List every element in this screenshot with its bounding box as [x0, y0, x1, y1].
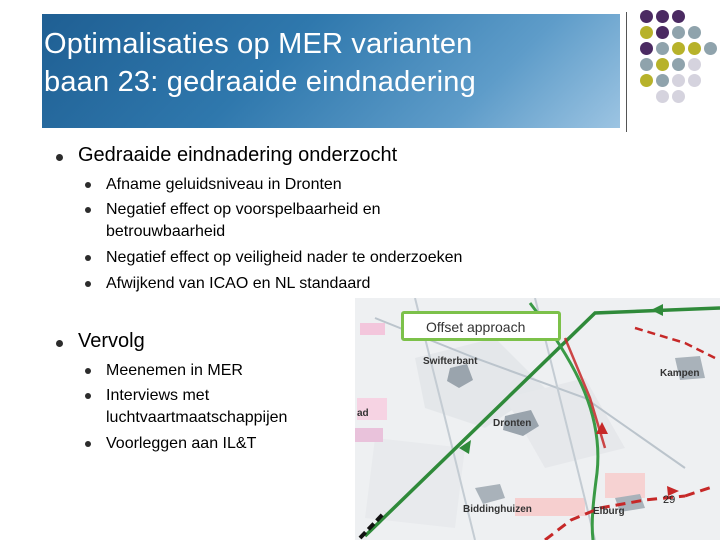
deco-dot — [640, 10, 653, 23]
place-label-kampen: Kampen — [660, 368, 700, 379]
deco-dot — [656, 42, 669, 55]
bullet-item-continuation: betrouwbaarheid — [106, 223, 226, 240]
section-heading-2: Vervolg — [78, 330, 145, 352]
bullet-item: Afname geluidsniveau in Dronten — [106, 176, 342, 193]
deco-dot — [688, 74, 701, 87]
deco-dot — [688, 42, 701, 55]
bullet-marker — [56, 340, 63, 347]
deco-dot — [672, 26, 685, 39]
title-line-2: baan 23: gedraaide eindnadering — [44, 66, 476, 98]
deco-dot — [640, 42, 653, 55]
deco-dot — [640, 58, 653, 71]
place-label-biddinghuizen: Biddinghuizen — [463, 504, 532, 515]
deco-dot — [656, 10, 669, 23]
bullet-item-continuation: luchtvaartmaatschappijen — [106, 409, 288, 426]
place-label-swifterbant: Swifterbant — [423, 356, 478, 367]
deco-dot — [656, 58, 669, 71]
bullet-item: Voorleggen aan IL&T — [106, 435, 257, 452]
offset-approach-callout — [401, 311, 561, 341]
divider-line — [626, 12, 627, 132]
bullet-item: Meenemen in MER — [106, 362, 243, 379]
bullet-item: Negatief effect op veiligheid nader te onderzoeken — [106, 249, 463, 266]
bullet-marker — [85, 368, 91, 374]
deco-dot — [656, 90, 669, 103]
bullet-marker — [85, 281, 91, 287]
deco-dot — [704, 42, 717, 55]
deco-dot — [672, 10, 685, 23]
deco-dot — [640, 74, 653, 87]
bullet-item: Afwijkend van ICAO en NL standaard — [106, 275, 371, 292]
bullet-marker — [56, 154, 63, 161]
bullet-marker — [85, 393, 91, 399]
bullet-item: Negatief effect op voorspelbaarheid en — [106, 201, 381, 218]
decorative-dot-grid — [640, 10, 720, 140]
bullet-marker — [85, 441, 91, 447]
section-heading-1: Gedraaide eindnadering onderzocht — [78, 144, 398, 166]
place-label-elburg: Elburg — [593, 506, 625, 517]
page-number: 29 — [663, 494, 676, 506]
deco-dot — [656, 74, 669, 87]
deco-dot — [672, 90, 685, 103]
bullet-marker — [85, 207, 91, 213]
deco-dot — [656, 26, 669, 39]
deco-dot — [672, 42, 685, 55]
bullet-marker — [85, 182, 91, 188]
callout-label: Offset approach — [426, 319, 526, 335]
place-label-dronten: Dronten — [493, 418, 532, 429]
deco-dot — [640, 26, 653, 39]
bullet-marker — [85, 255, 91, 261]
deco-dot — [672, 58, 685, 71]
deco-dot — [688, 26, 701, 39]
place-label-fragment: ad — [357, 408, 369, 419]
deco-dot — [672, 74, 685, 87]
slide-title — [44, 25, 614, 101]
deco-dot — [688, 58, 701, 71]
title-line-1: Optimalisaties op MER varianten — [44, 28, 473, 60]
bullet-item: Interviews met — [106, 387, 210, 404]
